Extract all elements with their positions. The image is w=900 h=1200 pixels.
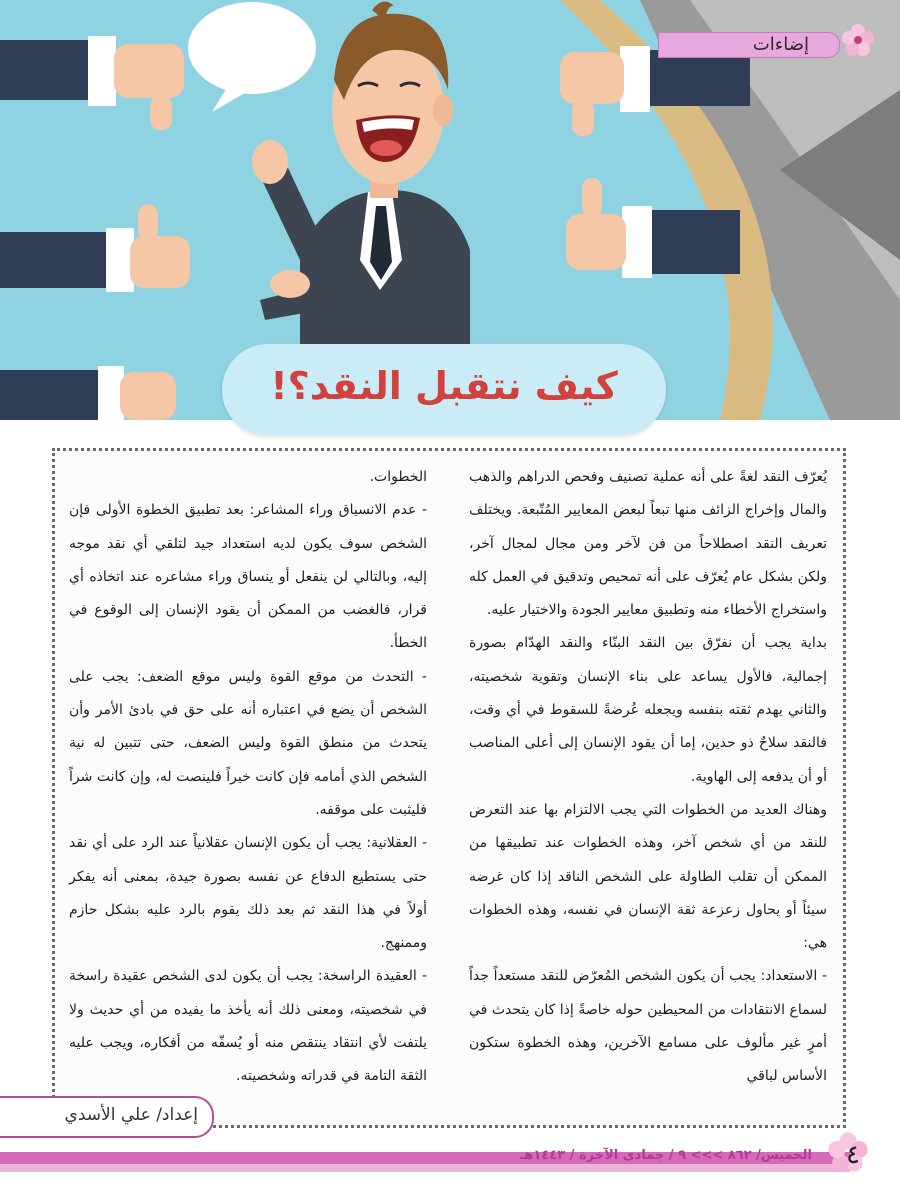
article-title: كيف نتقبل النقد؟! [270,364,618,408]
paragraph: - عدم الانسياق وراء المشاعر: بعد تطبيق الخطوة الأولى فإن الشخص سوف يكون لديه استعداد جيد لتلقي أي نقد موجه إليه، وبالتالي لن ينفعل أو ينساق وراء مشاعره عند اتخاذه أي قرار، فالغضب من الممكن أن يقود الإنسان إلى الوقوع في الخطأ. [69,502,427,652]
speech-bubble-icon [188,2,316,112]
paragraph: - العقيدة الراسخة: يجب أن يكون لدى الشخص عقيدة راسخة في شخصيته، ومعنى ذلك أنه يأخذ ما يفيده من أي حديث ولا يلتفت لأي انتقاد ينتقص منه أو يُسفّه من أفكاره، ويجب عليه الثقة التامة في قدراته وشخصيته. [69,968,427,1085]
author-name: إعداد/ علي الأسدي [64,1105,198,1125]
page-number: ٤ [846,1140,860,1170]
article-column-right [469,461,827,1094]
thumbs-icon-bottom [0,366,176,420]
paragraph: - الاستعداد: يجب أن يكون الشخص المُعرّض للنقد مستعداً جداً لسماع الانتقادات من المحيطين حوله خاصةً إذا كان يتحدث في أمرٍ غير مألوف على مسامع الآخرين، وهذه الخطوة ستكون الأساس لباقي [469,968,827,1085]
section-label [658,32,840,58]
paragraph: - العقلانية: يجب أن يكون الإنسان عقلانياً عند الرد على أي نقد حتى يستطيع الدفاع عن نفسه بصورة جيدة، بمعنى أنه يفكر أولاً في هذا النقد ثم بعد ذلك يقوم بالرد عليه بشكل حازم وممنهج. [69,835,427,952]
section-label-text: إضاءات [752,34,809,55]
article-title-pill [222,344,666,436]
paragraph: يُعرّف النقد لغةً على أنه عملية تصنيف وفحص الدراهم والذهب والمال وإخراج الزائف منها تبعاً لبعض المعايير المُتّبعة. ويختلف تعريف النقد اصطلاحاً من فن لآخر ومن مجال لمجال آخر، ولكن بشكل عام يُعرّف على أنه تمحيص وتدقيق في العمل كله واستخراج الأخطاء منه وتطبيق معايير الجودة والاختيار عليه. [469,469,827,619]
thumbs-up-icon [0,204,190,292]
article-column-left [69,461,427,1094]
article-body [52,448,846,1128]
thumbs-down-icon [0,36,184,130]
flower-icon [840,22,876,58]
author-credit [0,1096,214,1138]
paragraph: - التحدث من موقع القوة وليس موقع الضعف: يجب على الشخص أن يضع في اعتباره أنه على حق في بادئ الأمر وأن يتحدث من منطق القوة وليس الضعف، حتى تتبين له نية الشخص الذي أمامه فإن كانت خيراً فلينصت له، وإن كانت شراً فليثبت على موقفه. [69,668,427,818]
footer-bar-secondary [0,1164,850,1172]
paragraph: وهناك العديد من الخطوات التي يجب الالتزام بها عند التعرض للنقد من أي شخص آخر، وهذه الخطوات عند تطبيقها من الممكن أن تقلب الطاولة على الشخص الناقد إذا كان غرضه سيئاً أو يحاول زعزعة ثقة الإنسان في نفسه، وهذه الخطوات هي: [469,801,827,952]
issue-info: الخميس/ ٨٦٢ >>> ٩ / جمادى الآخرة / ١٤٤٣هـ [519,1148,812,1163]
paragraph: الخطوات. [369,469,427,485]
paragraph: بداية يجب أن نفرّق بين النقد البنّاء والنقد الهدّام بصورة إجمالية، فالأول يساعد على بناء الإنسان وتقوية شخصيته، والثاني يهدم ثقته بنفسه ويجعله عُرضةً للسقوط في أي وقت، فالنقد سلاحٌ ذو حدين، إما أن يقود الإنسان إلى أعلى المناصب أو أن يدفعه إلى الهاوية. [469,635,827,785]
